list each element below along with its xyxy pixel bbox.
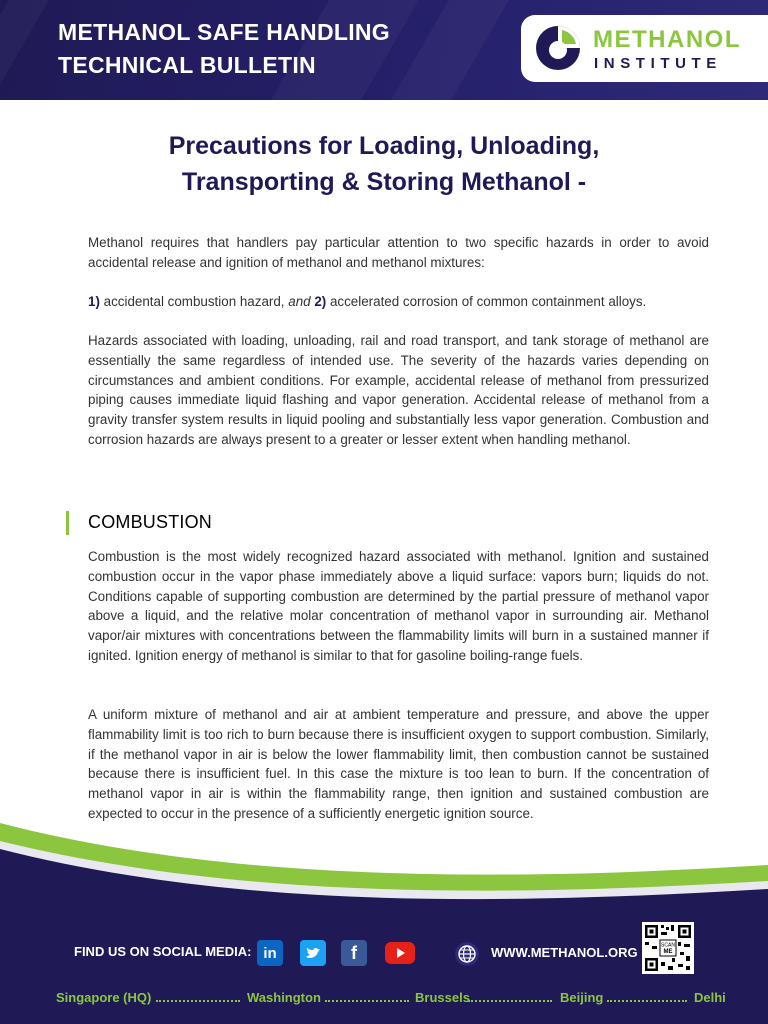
office-separator	[607, 1000, 687, 1002]
youtube-icon[interactable]	[385, 940, 415, 966]
section-accent-bar	[66, 511, 69, 535]
linkedin-icon[interactable]	[257, 940, 283, 966]
office-separator	[468, 1000, 552, 1002]
hazard1-text: accidental combustion hazard,	[99, 294, 289, 309]
hazard1-number: 1)	[88, 294, 100, 309]
hazard-list	[88, 292, 709, 312]
bulletin-title	[58, 16, 390, 82]
section-heading-combustion: COMBUSTION	[88, 512, 213, 532]
twitter-icon-shape	[300, 940, 326, 966]
hazard2-text: accelerated corrosion of common containment alloys.	[326, 294, 647, 309]
header-decoration	[0, 0, 49, 100]
logo-word-institute: INSTITUTE	[594, 55, 722, 72]
office-washington: Washington	[247, 990, 321, 1005]
intro-paragraph: Methanol requires that handlers pay particular attention to two specific hazards in order to avoid accidental release and ignition of methanol and methanol mixtures:	[88, 235, 709, 270]
office-singapore: Singapore (HQ)	[56, 990, 152, 1005]
office-separator	[156, 1000, 240, 1002]
bulletin-title-line1: METHANOL SAFE HANDLING	[58, 19, 391, 45]
office-beijing: Beijing	[560, 990, 604, 1005]
facebook-glyph: f	[351, 942, 357, 963]
logo-word-methanol: METHANOL	[593, 26, 741, 53]
website-link[interactable]: WWW.METHANOL.ORG	[491, 945, 638, 960]
and-text: and	[288, 294, 311, 309]
qr-caption-line2: ME	[663, 949, 673, 955]
globe-icon	[454, 941, 480, 967]
combustion-paragraph-1: Combustion is the most widely recognized hazard associated with methanol. Ignition and sustained combustion occur in the vapor phase immediately above a liquid surface: vapors burn; liquids do not. Conditions capable of supporting combustion are determined by the partial pressure of methanol vapor above a liquid, and the relative molar concentration of methanol vapor in surrounding air. Methanol vapor/air mixtures with concentrations between the flammability limits will burn in a sustained manner if ignited. Ignition energy of methanol is similar to that for gasoline boiling-range fuels.	[88, 549, 709, 663]
page-title	[0, 128, 768, 200]
hazard2-number: 2)	[310, 294, 327, 309]
qr-caption-line1: SCAN	[661, 942, 675, 949]
logo-mark-icon	[533, 23, 583, 73]
hazards-paragraph: Hazards associated with loading, unloading, rail and road transport, and tank storage of methanol are essentially the same regardless of intended use. The severity of the hazards varies depending on circumstances and ambient conditions. For example, accidental release of methanol from pressurized piping causes immediate liquid flashing and vapor generation. Accidental release of methanol from a gravity transfer system results in liquid pooling and substantially less vapor generation. Combustion and corrosion hazards are always present to a greater or lesser extent when handling methanol.	[88, 333, 709, 447]
office-brussels: Brussels	[415, 990, 470, 1005]
methanol-institute-logo[interactable]	[521, 15, 768, 82]
page-title-line1: Precautions for Loading, Unloading,	[168, 132, 600, 160]
qr-code-icon	[642, 922, 694, 974]
social-media-label: FIND US ON SOCIAL MEDIA:	[74, 944, 252, 959]
header-banner	[0, 0, 768, 100]
youtube-icon-shape	[385, 942, 415, 964]
linkedin-glyph: in	[263, 944, 277, 962]
qr-code[interactable]	[642, 922, 694, 974]
office-separator	[325, 1000, 409, 1002]
page-title-line2: Transporting & Storing Methanol -	[181, 168, 587, 196]
twitter-icon[interactable]	[300, 940, 326, 966]
bulletin-title-line2: TECHNICAL BULLETIN	[58, 52, 316, 78]
facebook-icon[interactable]	[341, 940, 367, 966]
office-delhi: Delhi	[694, 990, 726, 1005]
combustion-paragraph-2: A uniform mixture of methanol and air at ambient temperature and pressure, and above the upper flammability limit is too rich to burn because there is insufficient oxygen to support combustion. Similarly, if the methanol vapor in air is below the lower flammability limit, then combustion cannot be sustained because there is insufficient fuel. In this case the mixture is too lean to burn. If the concentration of methanol vapor in air is within the flammability range, then ignition and sustained combustion are expected to occur in the presence of a sufficiently energetic ignition source.	[88, 707, 709, 821]
